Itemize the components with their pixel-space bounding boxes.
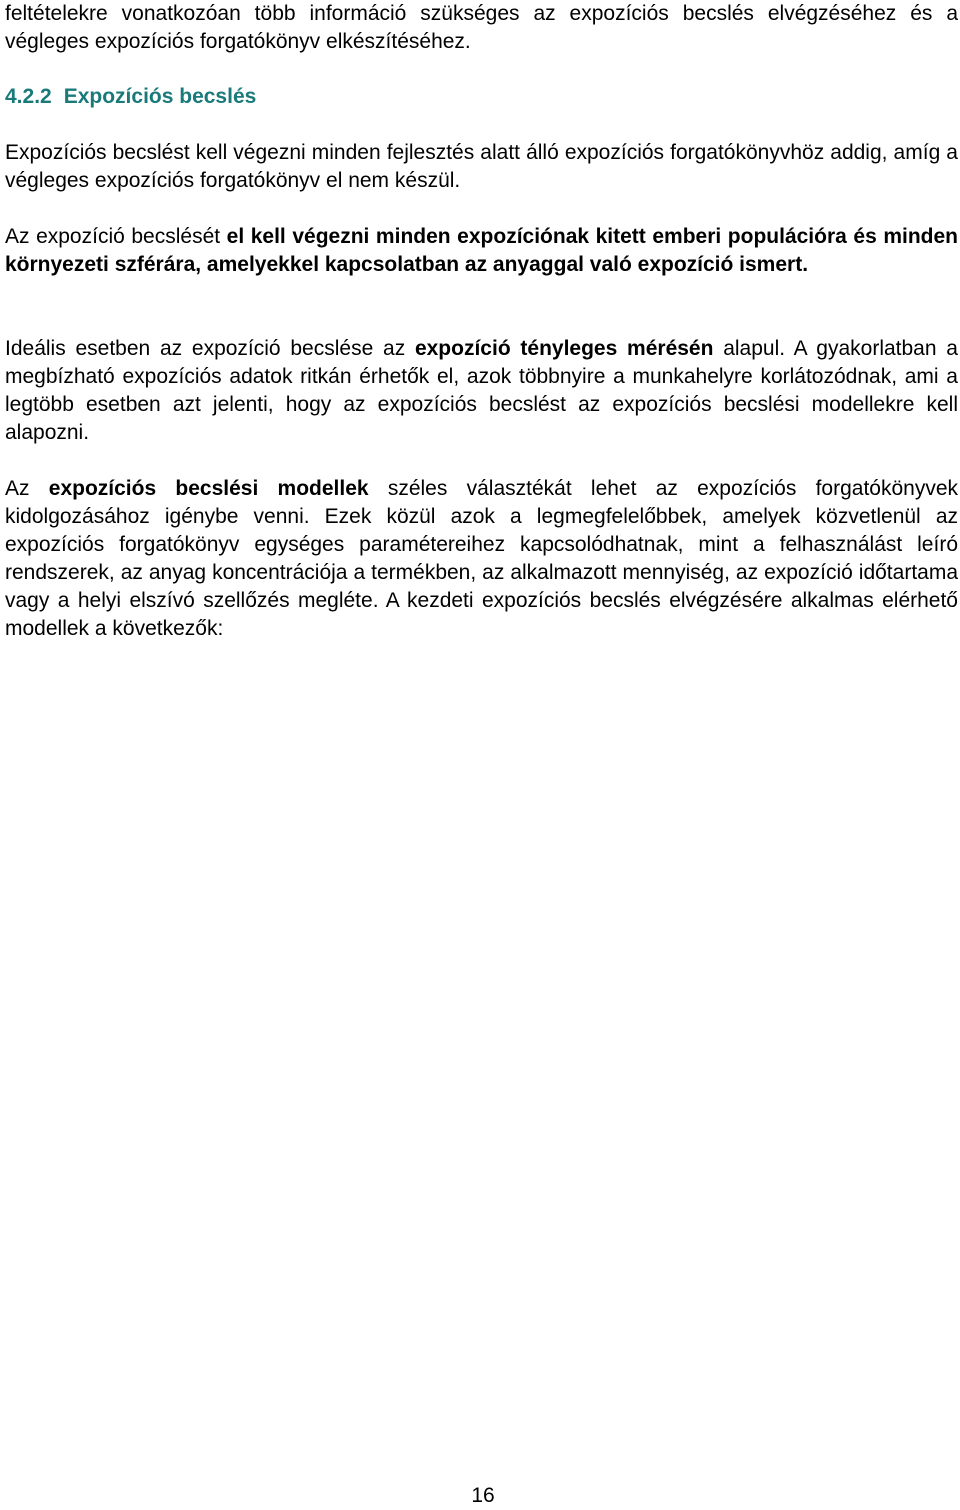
- paragraph-measurement-basis: [5, 335, 958, 447]
- paragraph-intro-continuation: [5, 0, 958, 56]
- paragraph-population-requirement: [5, 223, 958, 279]
- bold-text-segment: el kell végezni minden expozíciónak kitett emberi populációra és minden környezeti szférára, amelyekkel kapcsolatban az anyaggal való expozíció ismert.: [5, 225, 958, 276]
- paragraph-estimation-models: [5, 475, 958, 643]
- text-segment: Ideális esetben az expozíció becslése az: [5, 337, 415, 360]
- section-heading: [5, 83, 958, 111]
- text-segment: Az: [5, 477, 49, 500]
- text-segment: Expozíciós becslést kell végezni minden fejlesztés alatt álló expozíciós forgatókönyvhöz addig, amíg a végleges expozíciós forgatókönyv el nem készül.: [5, 141, 958, 192]
- section-title: Expozíciós becslés: [63, 85, 257, 108]
- bold-text-segment: expozíció tényleges mérésén: [414, 337, 714, 360]
- text-segment: Az expozíció becslését: [5, 225, 227, 248]
- text-segment: széles választékát lehet az expozíciós forgatókönyvek kidolgozásához igénybe venni. Ezek közül azok a legmegfelelőbbek, amelyek közvetlenül az expozíciós forgatókönyv egységes paramétereihez kapcsolódhatnak, mint a felhasználást leíró rendszerek, az anyag koncentrációja a termékben, az alkalmazott mennyiség, az expozíció időtartama vagy a helyi elszívó szellőzés megléte. A kezdeti expozíciós becslés elvégzésére alkalmas elérhető modellek a következők:: [5, 477, 959, 640]
- text-segment: feltételekre vonatkozóan több információ szükséges az expozíciós becslés elvégzéséhez és a végleges expozíciós forgatókönyv elkészítéséhez.: [5, 2, 958, 53]
- bold-text-segment: expozíciós becslési modellek: [48, 477, 369, 500]
- paragraph-exposure-estimate: [5, 139, 958, 195]
- section-number: 4.2.2: [5, 85, 52, 108]
- text-segment: alapul. A gyakorlatban a megbízható expozíciós adatok ritkán érhetők el, azok többnyire a munkahelyre korlátozódnak, ami a legtöbb esetben azt jelenti, hogy az expozíciós becslést az expozíciós becslési modellekre kell alapozni.: [5, 337, 958, 444]
- page-number: 16: [471, 1484, 495, 1507]
